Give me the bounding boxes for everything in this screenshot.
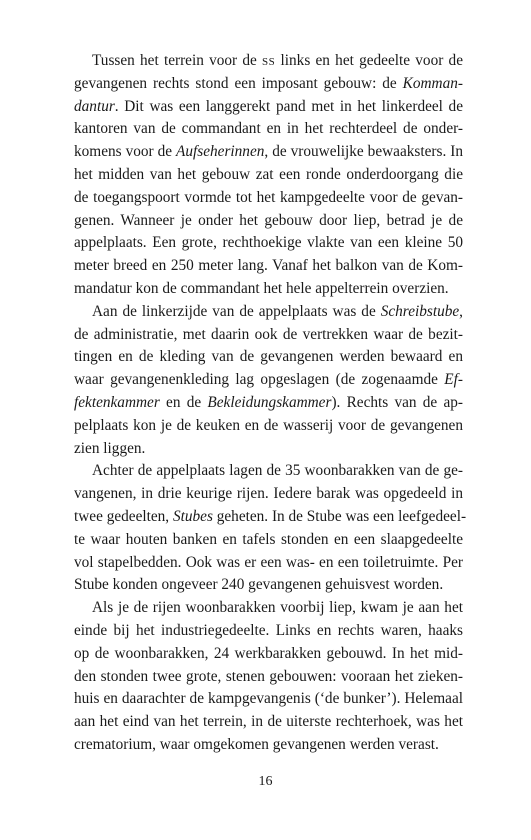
italic-term: Schreibstube xyxy=(380,302,460,320)
page-number: 16 xyxy=(258,774,273,789)
paragraph xyxy=(74,597,463,757)
text-run: . Dit was een langgerekt pand met in het linkerdeel de xyxy=(114,97,463,115)
text-line xyxy=(74,324,463,347)
text-line xyxy=(74,96,463,119)
text-line xyxy=(74,187,463,210)
text-run: te waar houten banken en tafels stonden en een slaapgedeelte xyxy=(74,530,463,548)
italic-term: Komman- xyxy=(402,74,463,92)
text-line xyxy=(74,529,463,552)
text-run: twee gedeelten, xyxy=(74,507,173,525)
text-line xyxy=(74,301,463,324)
text-run: mandatur kon de commandant het hele appelterrein overzien. xyxy=(74,279,449,297)
paragraph xyxy=(74,50,463,301)
text-line xyxy=(74,734,463,757)
italic-term: Ef- xyxy=(444,371,463,389)
text-run: tingen en de kleding van de gevangenen werden bewaard en xyxy=(74,348,463,366)
text-run: het midden van het gebouw zat een ronde onderdoorgang die xyxy=(74,165,463,183)
text-run: en de xyxy=(159,393,208,411)
text-run: op de woonbarakken, 24 werkbarakken gebouwd. In het mid- xyxy=(74,644,463,662)
text-run: Als je de rijen woonbarakken voorbij liep, kwam je aan het xyxy=(92,599,463,617)
text-line xyxy=(74,483,463,506)
text-run: einde bij het industriegedeelte. Links en rechts waren, haaks xyxy=(74,621,463,639)
text-run: de administratie, met daarin ook de vertrekken waar de bezit- xyxy=(74,325,463,343)
text-line xyxy=(74,210,463,233)
text-run: geheten. In de Stube was een leefgedeel- xyxy=(212,507,467,525)
text-run: aan het eind van het terrein, in de uiterste rechterhoek, was het xyxy=(74,713,463,731)
text-line xyxy=(74,574,463,597)
italic-term: fektenkammer xyxy=(74,393,160,411)
text-line xyxy=(74,50,463,73)
text-run: de toegangspoort vormde tot het kampgedeelte voor de gevan- xyxy=(74,188,463,206)
text-line xyxy=(74,666,463,689)
text-run: meter breed en 250 meter lang. Vanaf het balkon van de Kom- xyxy=(74,257,463,275)
text-run: vol stapelbedden. Ook was er een was- en een toiletruimte. Per xyxy=(74,553,463,571)
abbreviation: ss xyxy=(262,52,276,69)
text-run: appelplaats. Een grote, rechthoekige vlakte van een kleine 50 xyxy=(74,234,463,252)
text-run: Tussen het terrein voor de xyxy=(92,52,263,69)
text-line xyxy=(74,460,463,483)
text-run: kantoren van de commandant en in het rechterdeel de onder- xyxy=(74,120,463,138)
paragraph xyxy=(74,460,467,597)
text-line xyxy=(74,392,463,415)
text-line xyxy=(74,415,463,438)
text-run: pelplaats kon je de keuken en de wasserij voor de gevangenen xyxy=(74,416,463,434)
italic-term: dantur xyxy=(74,97,115,115)
text-line xyxy=(74,688,463,711)
text-line xyxy=(74,232,463,255)
text-line xyxy=(74,438,463,461)
text-run: den stonden twee grote, stenen gebouwen: vooraan het zieken- xyxy=(74,667,463,685)
text-line xyxy=(74,141,463,164)
text-run: , xyxy=(459,302,463,320)
text-line xyxy=(74,278,463,301)
text-line xyxy=(74,711,463,734)
text-line xyxy=(74,506,467,529)
text-run: genen. Wanneer je onder het gebouw door liep, betrad je de xyxy=(74,211,463,229)
text-line xyxy=(74,255,463,278)
text-run: waar gevangenenkleding lag opgeslagen (de zogenaamde xyxy=(74,371,445,389)
paragraph xyxy=(74,301,463,461)
text-run: gevangenen rechts stond een imposant gebouw: de xyxy=(74,74,403,92)
text-run: Achter de appelplaats lagen de 35 woonbarakken van de ge- xyxy=(92,462,463,480)
text-run: crematorium, waar omgekomen gevangenen werden verast. xyxy=(74,735,439,753)
text-run: vangenen, in drie keurige rijen. Iedere barak was opgedeeld in xyxy=(74,485,463,503)
italic-term: Stubes xyxy=(172,507,213,525)
text-line xyxy=(74,346,463,369)
italic-term: Bekleidungskammer xyxy=(207,393,332,411)
text-run: Stube konden ongeveer 240 gevangenen gehuisvest worden. xyxy=(74,576,444,594)
text-run: huis en daarachter de kampgevangenis (‘de bunker’). Helemaal xyxy=(74,690,463,708)
text-line xyxy=(74,369,463,392)
text-line xyxy=(74,552,463,575)
text-run: , de vrouwelijke bewaaksters. In xyxy=(264,143,463,161)
italic-term: Aufseherinnen xyxy=(176,143,265,161)
text-run: komens voor de xyxy=(74,143,177,161)
text-run: ). Rechts van de ap- xyxy=(331,393,463,411)
text-line xyxy=(74,597,463,620)
text-run: zien liggen. xyxy=(74,439,146,457)
text-line xyxy=(74,118,463,141)
text-run: Aan de linkerzijde van de appelplaats was de xyxy=(92,302,381,320)
text-line xyxy=(74,620,463,643)
text-run: links en het gedeelte voor de xyxy=(275,52,463,69)
text-line xyxy=(74,643,463,666)
text-line xyxy=(74,164,463,187)
text-line xyxy=(74,73,463,96)
body-text xyxy=(74,50,467,757)
